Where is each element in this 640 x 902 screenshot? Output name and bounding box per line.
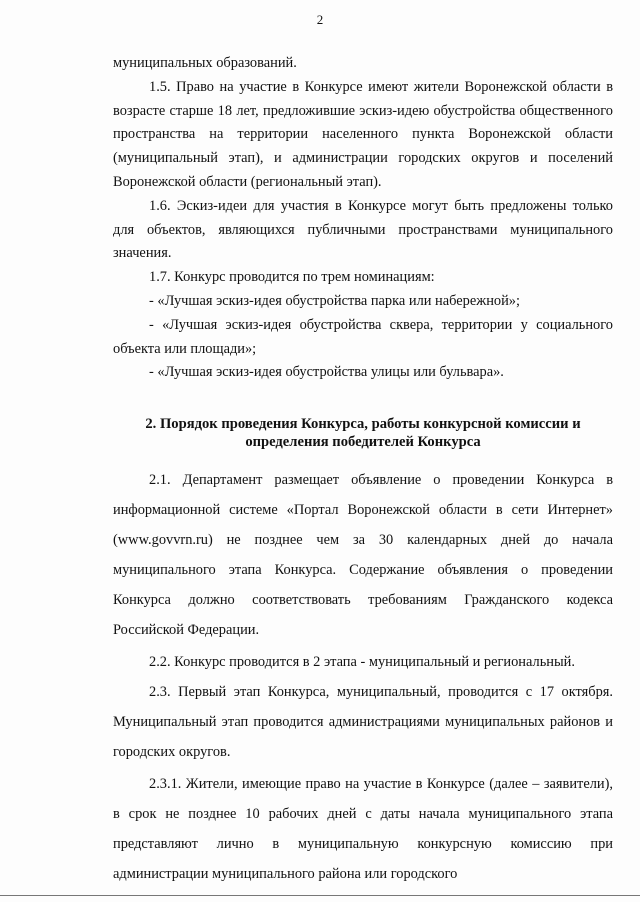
paragraph: 2.1. Департамент размещает объявление о проведении Конкурса в информационной системе «Портал Воронежской области в сети Интернет» (www.govvrn.ru) не позднее чем за 30 календарных дней до начала муниципального этапа Конкурса. Содержание объявления о проведении Конкурса должно соответствовать требованиям Гражданского кодекса Российской Федерации. — [113, 472, 613, 639]
heading-line: определения победителей Конкурса — [245, 434, 481, 451]
list-item: - «Лучшая эскиз-идея обустройства парка или набережной»; — [149, 292, 520, 309]
paragraph: 1.5. Право на участие в Конкурсе имеют жители Воронежской области в возрасте старше 18 лет, предложившие эскиз-идею обустройства общественного пространства на территории населенного пункта Воронежской области (муниципальный этап), и администрации городских округов и поселений Воронежской области (региональный этап). — [113, 78, 613, 190]
list-item: - «Лучшая эскиз-идея обустройства сквера, территории у социального объекта или площади»; — [113, 316, 613, 357]
page-number: 2 — [316, 12, 324, 27]
document-body — [113, 52, 613, 889]
paragraph: муниципальных образований. — [113, 55, 297, 71]
paragraph: 1.7. Конкурс проводится по трем номинациям: — [149, 269, 435, 286]
paragraph: 2.3.1. Жители, имеющие право на участие в Конкурсе (далее – заявители), в срок не позднее 10 рабочих дней с даты начала муниципального этапа представляют лично в муниципальную конкурсную комиссию при администрации муниципального района или городского — [113, 776, 613, 883]
list-item: - «Лучшая эскиз-идея обустройства улицы или бульвара». — [149, 364, 504, 381]
page-bottom-edge — [0, 895, 640, 896]
section-1 — [113, 52, 613, 385]
section-2 — [113, 465, 613, 889]
paragraph: 2.3. Первый этап Конкурса, муниципальный, проводится с 17 октября. Муниципальный этап проводится администрациями муниципальных районов и городских округов. — [113, 684, 613, 761]
paragraph: 1.6. Эскиз-идеи для участия в Конкурсе могут быть предложены только для объектов, являющихся публичными пространствами муниципального значения. — [113, 197, 613, 262]
section-heading — [113, 415, 613, 451]
heading-line: 2. Порядок проведения Конкурса, работы конкурсной комиссии и — [145, 416, 581, 433]
paragraph: 2.2. Конкурс проводится в 2 этапа - муниципальный и региональный. — [149, 654, 575, 671]
